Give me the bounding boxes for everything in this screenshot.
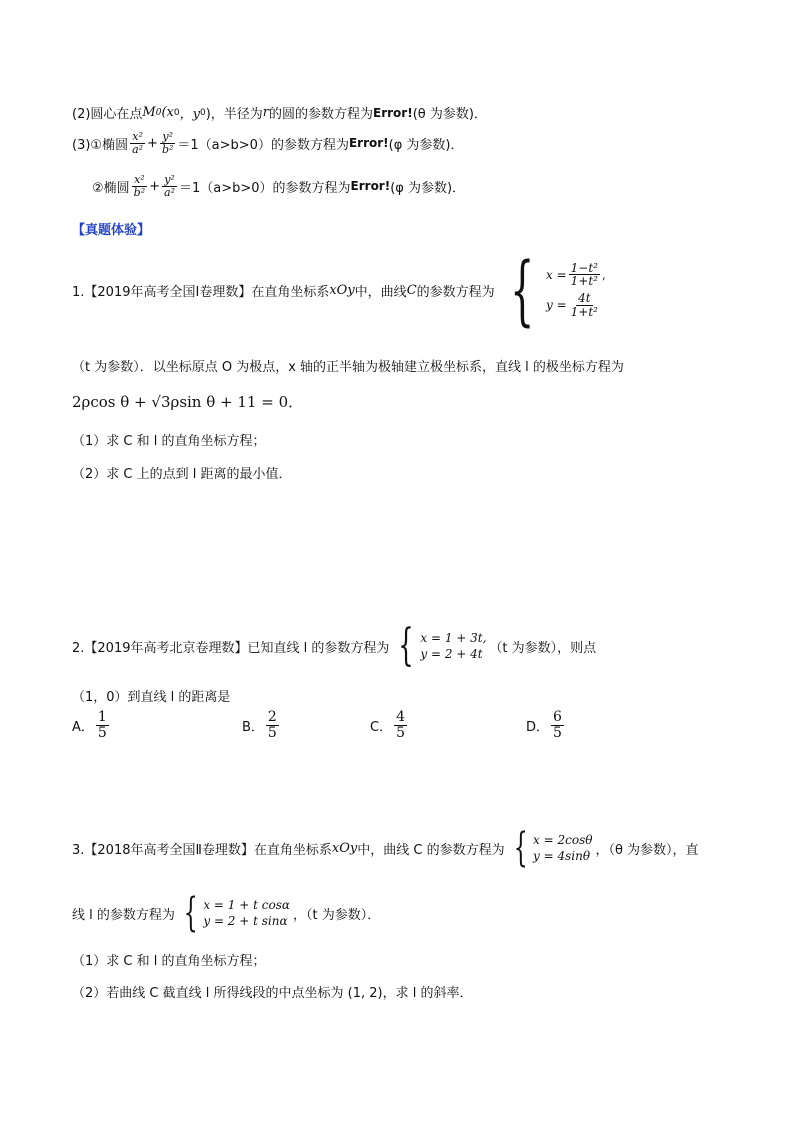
option-label: D．: [526, 719, 550, 735]
text: 的圆的参数方程为: [269, 107, 374, 122]
option-c[interactable]: [370, 710, 409, 740]
text: （t 为参数），则点: [489, 640, 597, 656]
text: ，（θ 为参数），直: [595, 842, 699, 858]
option-label: A．: [72, 719, 94, 735]
plus: +: [147, 135, 158, 151]
text: ，（t 为参数）．: [292, 907, 381, 923]
q2-line2: （1，0）到直线 l 的距离是: [72, 690, 231, 705]
q3-stem: [72, 825, 699, 871]
fraction: $\frac{4t}{\text{1+t²}}$: [570, 291, 598, 319]
equation: y = 2 + t sinα: [203, 914, 288, 928]
coords: (x: [161, 105, 174, 120]
left-brace: {: [513, 825, 528, 871]
equation: x = 1 + 3t,: [420, 630, 487, 645]
parametric-system: [392, 620, 487, 671]
left-brace: {: [183, 890, 198, 936]
polar-equation: 2ρcos θ + √3ρsin θ + 11 = 0: [72, 392, 289, 411]
subscript: 0: [173, 107, 180, 118]
fraction: $\frac{1}{5}$: [97, 709, 107, 741]
q1-polar-equation: [72, 391, 303, 412]
fraction: $\frac{4}{5}$: [396, 709, 405, 741]
option-a[interactable]: [72, 710, 111, 740]
option-b[interactable]: [242, 710, 281, 740]
q1-line2: （t 为参数）．以坐标原点 O 为极点，x 轴的正半轴为极轴建立极坐标系，直线 l 的极坐标方程为: [72, 360, 624, 375]
curve-symbol: C: [406, 282, 417, 298]
coords: ，y: [179, 107, 200, 122]
text: ②椭圆: [92, 180, 130, 196]
option-d[interactable]: [526, 710, 566, 740]
text: )，半径为: [205, 107, 263, 122]
equation: y = 4sinθ: [533, 849, 591, 863]
ellipse-parametric-line-2: [92, 174, 465, 198]
point-label: M: [142, 105, 156, 120]
section-heading: 【真题体验】: [72, 223, 151, 238]
plus: +: [149, 178, 161, 194]
left-brace: {: [398, 620, 415, 671]
ellipse-parametric-line-1: [72, 131, 463, 155]
q1-stem: [72, 245, 609, 334]
fraction: $\frac{2}{5}$: [267, 709, 277, 741]
equation: x = 1 + t cosα: [203, 897, 290, 912]
circle-parametric-line: [72, 103, 487, 122]
q2-stem: [72, 620, 597, 671]
comma: ,: [601, 267, 606, 282]
left-brace: {: [509, 245, 534, 334]
fraction: $\frac{\text{y²}}{\text{b²}}$: [161, 130, 174, 156]
text: 的参数方程为: [416, 284, 495, 300]
subscript: 0: [155, 107, 162, 118]
text: ＝1（a>b>0）的参数方程为: [178, 180, 351, 196]
fraction: $\frac{\text{x²}}{\text{a²}}$: [132, 130, 144, 156]
text: (θ 为参数)．: [412, 107, 487, 122]
text: (φ 为参数)．: [390, 180, 466, 196]
option-label: C．: [370, 719, 393, 735]
q1-sub1: （1）求 C 和 l 的直角坐标方程；: [72, 434, 266, 449]
option-label: B．: [242, 719, 264, 735]
text: (3)①椭圆: [72, 137, 129, 153]
q1-sub2: （2）求 C 上的点到 l 距离的最小值．: [72, 467, 292, 482]
equation-lhs: x =: [546, 267, 567, 282]
text: (2)圆心在点: [72, 107, 143, 122]
text: 中，曲线 C 的参数方程为: [357, 842, 505, 858]
text: ＝1（a>b>0）的参数方程为: [177, 137, 349, 153]
error-field: Error!: [348, 136, 389, 151]
parametric-system: [498, 245, 606, 334]
text: 1.【2019年高考全国Ⅰ卷理数】在直角坐标系: [72, 284, 330, 300]
equation: x = 2cosθ: [533, 832, 593, 847]
error-field: Error!: [373, 105, 413, 120]
fraction: $\frac{\text{x²}}{\text{b²}}$: [133, 173, 146, 199]
q3-sub1: （1）求 C 和 l 的直角坐标方程；: [72, 954, 266, 969]
coord-system: xOy: [329, 282, 355, 298]
coord-system: xOy: [331, 840, 358, 856]
equation: y = 2 + 4t: [420, 647, 483, 661]
text: ．: [288, 393, 304, 411]
q3-line2: [72, 890, 381, 936]
text: 3.【2018年高考全国Ⅱ卷理数】在直角坐标系: [72, 842, 332, 858]
text: 2.【2019年高考北京卷理数】已知直线 l 的参数方程为: [72, 640, 390, 656]
text: 中，曲线: [354, 284, 407, 300]
q3-sub2: （2）若曲线 C 截直线 l 所得线段的中点坐标为 (1, 2)，求 l 的斜率．: [72, 986, 473, 1001]
radius-symbol: r: [262, 105, 269, 120]
parametric-system: [178, 890, 290, 936]
text: (φ 为参数)．: [388, 137, 464, 153]
text: 线 l 的参数方程为: [72, 907, 175, 923]
fraction: $\frac{\text{1−t²}}{\text{1+t²}}$: [570, 260, 598, 289]
fraction: $\frac{\text{y²}}{\text{a²}}$: [164, 173, 175, 199]
subscript: 0: [199, 107, 206, 118]
parametric-system: [508, 825, 593, 871]
error-field: Error!: [350, 179, 391, 194]
fraction: $\frac{6}{5}$: [553, 709, 562, 741]
equation-lhs: y =: [546, 298, 567, 313]
